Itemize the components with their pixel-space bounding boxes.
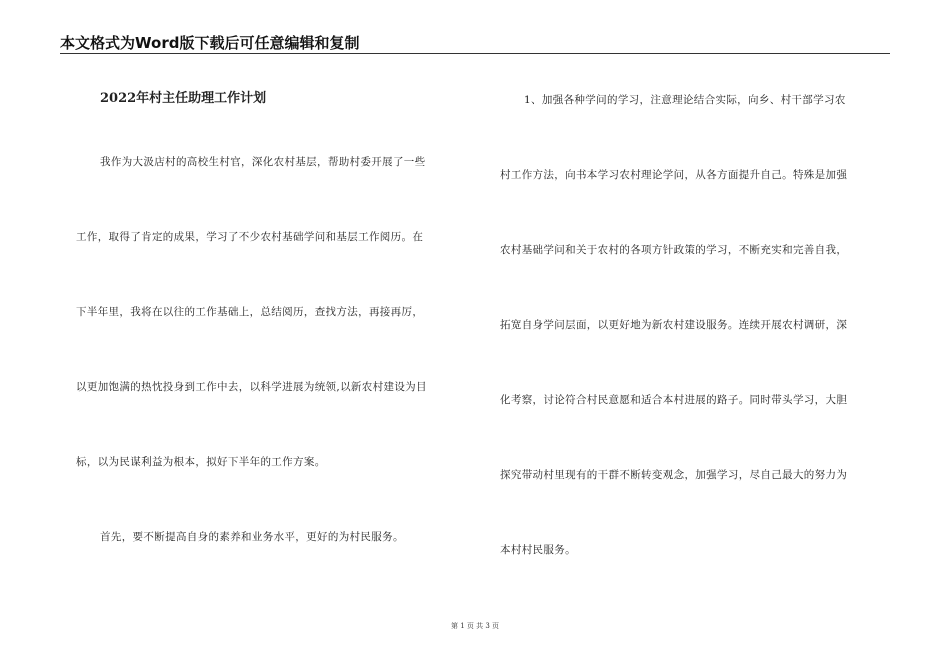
paragraph-line: 拓宽自身学问层面，以更好地为新农村建设服务。连续开展农村调研，深 [500,319,848,331]
paragraph-line: 标，以为民谋利益为根本，拟好下半年的工作方案。 [76,456,326,468]
paragraph-line: 首先，要不断提高自身的素养和业务水平，更好的为村民服务。 [100,531,404,543]
paragraph-line: 村工作方法，向书本学习农村理论学问，从各方面提升自己。特殊是加强 [500,169,848,181]
paragraph-line: 化考察，讨论符合村民意愿和适合本村进展的路子。同时带头学习，大胆 [500,394,848,406]
paragraph-line: 以更加饱满的热忱投身到工作中去，以科学进展为统领,以新农村建设为目 [76,381,427,393]
paragraph-line: 下半年里，我将在以往的工作基础上，总结阅历，查找方法，再接再厉， [76,306,424,318]
document-header [60,30,890,54]
paragraph-line: 工作，取得了肯定的成果，学习了不少农村基础学问和基层工作阅历。在 [76,231,424,243]
paragraph-line: 1、加强各种学问的学习，注意理论结合实际，向乡、村干部学习农 [524,94,846,106]
document-title: 2022年村主任助理工作计划 [100,91,267,106]
paragraph-line: 本村村民服务。 [500,544,576,556]
paragraph-line: 我作为大汲店村的高校生村官，深化农村基层，帮助村委开展了一些 [100,156,426,168]
header-divider [60,53,890,54]
paragraph-line: 农村基础学问和关于农村的各项方针政策的学习，不断充实和完善自我， [500,244,848,256]
paragraph-line: 探究带动村里现有的干群不断转变观念，加强学习，尽自己最大的努力为 [500,469,848,481]
header-banner-text: 本文格式为Word版下载后可任意编辑和复制 [60,34,360,52]
page-number-footer: 第 1 页 共 3 页 [450,622,500,630]
